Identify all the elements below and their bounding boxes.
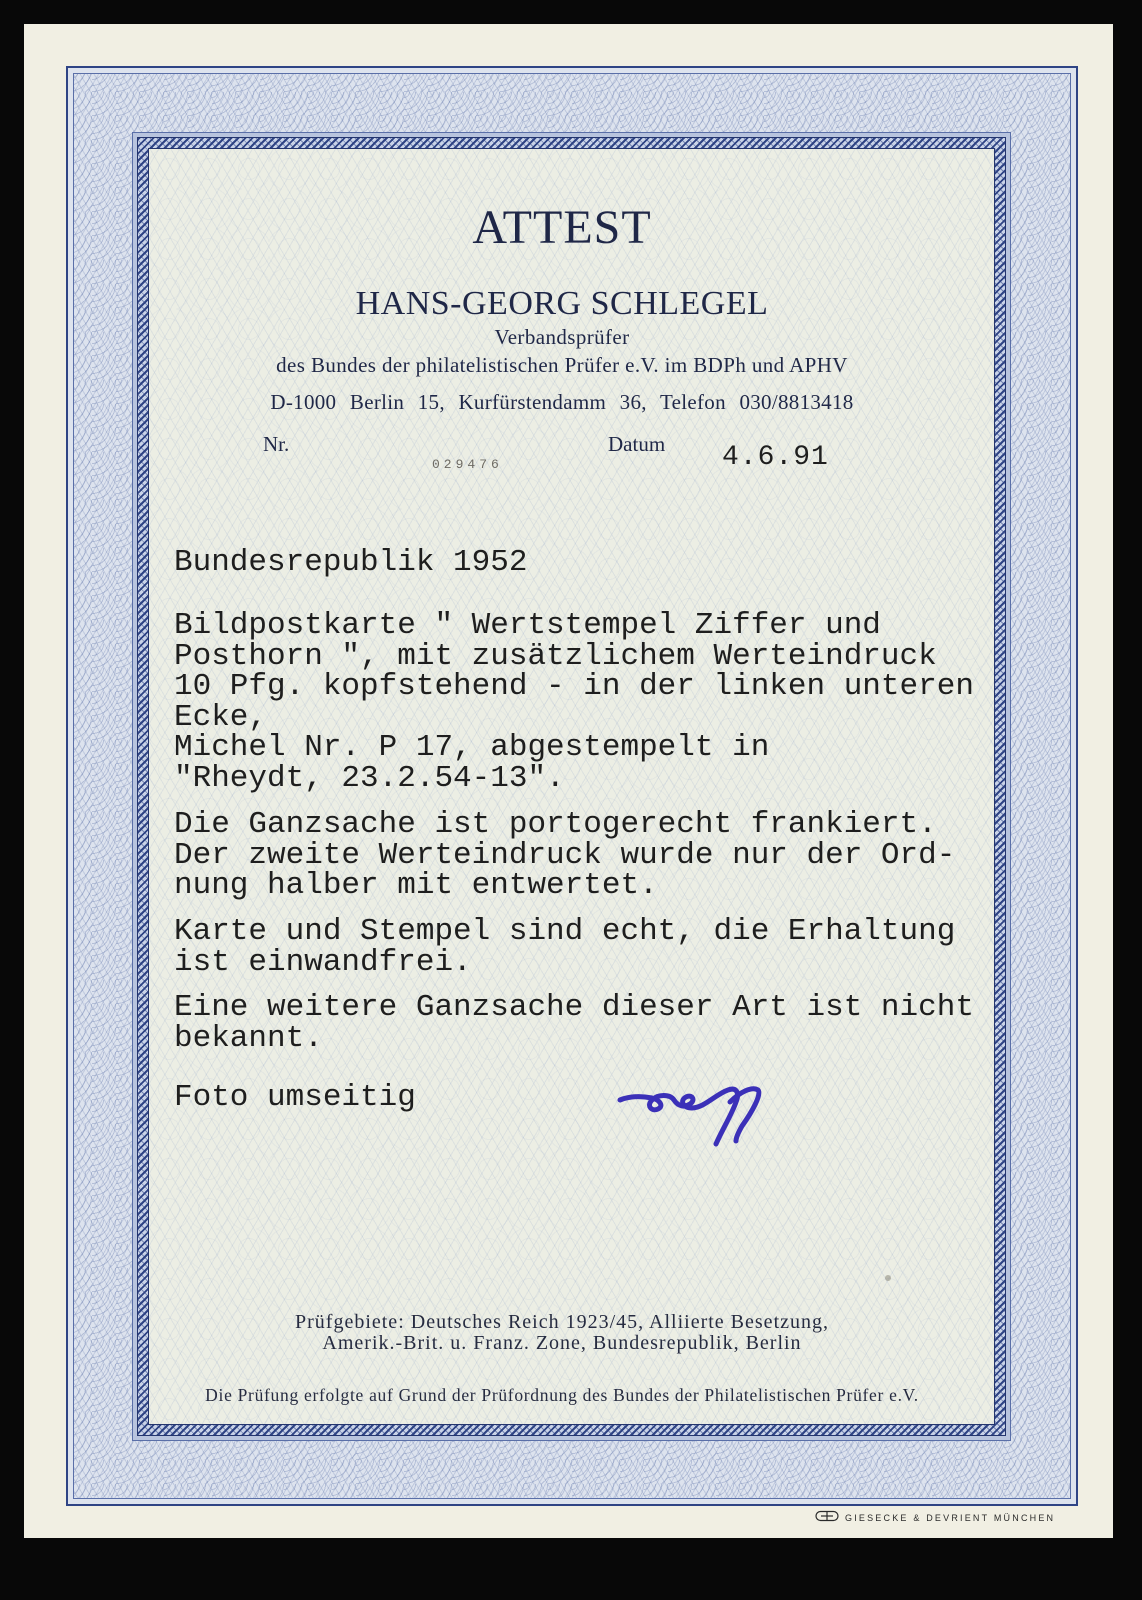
- body-text-line: Die Ganzsache ist portogerecht frankiert.: [174, 807, 937, 842]
- body-text-line: "Rheydt, 23.2.54-13".: [174, 760, 565, 796]
- date-label: Datum: [608, 432, 666, 456]
- body-text-line: 10 Pfg. kopfstehend - in der linken unteren: [174, 669, 974, 704]
- body-text-line: Bildpostkarte " Wertstempel Ziffer und: [174, 608, 881, 643]
- body-text-line: Karte und Stempel sind echt, die Erhaltung: [174, 914, 956, 949]
- body-text-line: Ecke,: [174, 699, 268, 735]
- printer-imprint: [815, 1512, 1055, 1524]
- body-text-line: Bundesrepublik 1952: [174, 545, 528, 580]
- body-text-line: nung halber mit entwertet.: [174, 868, 658, 903]
- examiner-name: HANS-GEORG SCHLEGEL: [355, 285, 769, 322]
- printer-name: GIESECKE & DEVRIENT MÜNCHEN: [845, 1512, 1056, 1523]
- certificate-title: ATTEST: [472, 201, 652, 254]
- body-text-line: Eine weitere Ganzsache dieser Art ist nicht: [174, 990, 974, 1025]
- regulation-note: Die Prüfung erfolgte auf Grund der Prüfordnung des Bundes der Philatelistischen Prüfer e.V.: [205, 1385, 919, 1405]
- body-text-line: Foto umseitig: [174, 1080, 416, 1115]
- body-text-line: Der zweite Werteindruck wurde nur der Ord-: [174, 837, 956, 873]
- date-value: 4.6.91: [722, 442, 829, 473]
- number-value: 029476: [432, 457, 503, 472]
- printer-logo-icon: [815, 1509, 839, 1527]
- exam-areas-line: Prüfgebiete: Deutsches Reich 1923/45, Alliierte Besetzung,: [295, 1311, 829, 1333]
- body-text-line: Michel Nr. P 17, abgestempelt in: [174, 730, 770, 765]
- examiner-address: D-1000 Berlin 15, Kurfürstendamm 36, Telefon 030/8813418: [270, 390, 854, 414]
- body-text-line: ist einwandfrei.: [174, 944, 472, 980]
- examiner-association: des Bundes der philatelistischen Prüfer e.V. im BDPh und APHV: [276, 353, 848, 377]
- body-text-line: bekannt.: [174, 1020, 323, 1056]
- body-text-line: Posthorn ", mit zusätzlichem Werteindruck: [174, 638, 937, 674]
- exam-areas-line: Amerik.-Brit. u. Franz. Zone, Bundesrepublik, Berlin: [322, 1332, 802, 1354]
- examiner-role: Verbandsprüfer: [494, 325, 630, 349]
- number-label: Nr.: [263, 432, 290, 456]
